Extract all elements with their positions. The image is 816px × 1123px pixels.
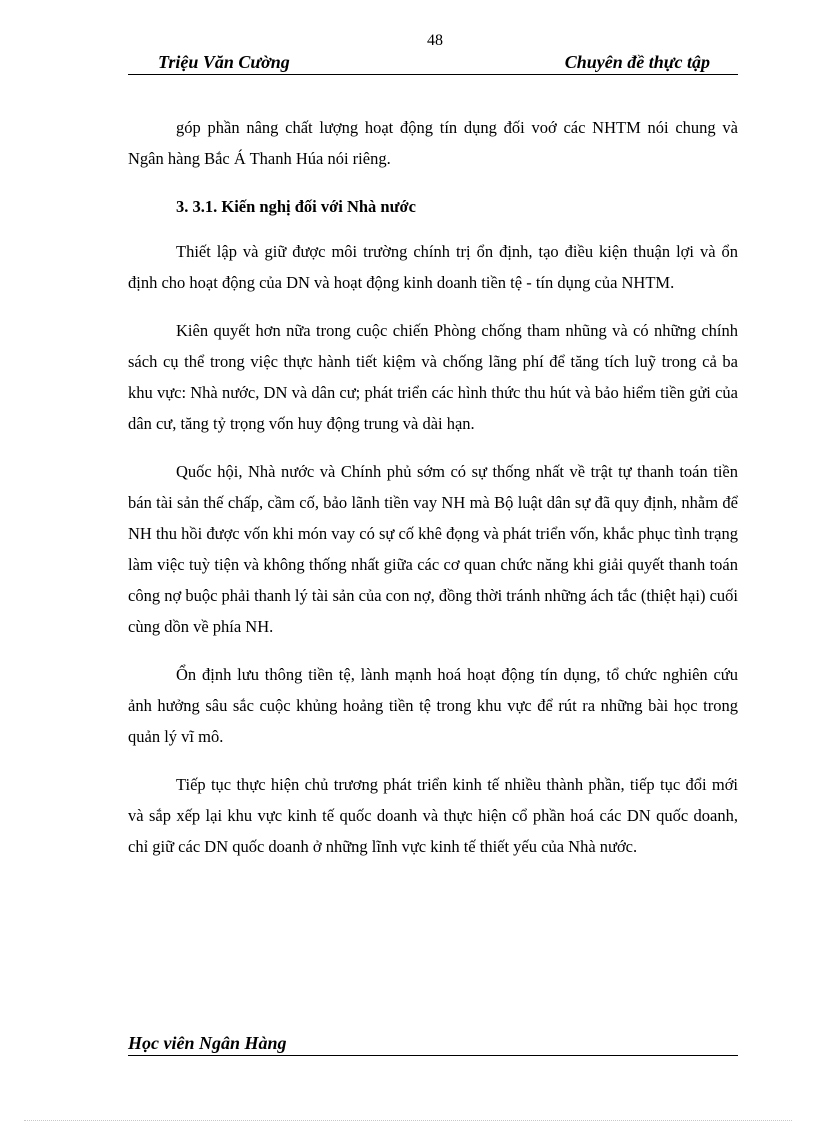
page-footer [128, 1033, 738, 1056]
paragraph: Ổn định lưu thông tiền tệ, lành mạnh hoá hoạt động tín dụng, tổ chức nghiên cứu ảnh hưởng sâu sắc cuộc khủng hoảng tiền tệ trong khu vực để rút ra những bài học trong quản lý vĩ mô. [128, 665, 738, 746]
paragraph: Tiếp tục thực hiện chủ trương phát triển kinh tế nhiều thành phần, tiếp tục đổi mới và sắp xếp lại khu vực kinh tế quốc doanh và thực hiện cổ phần hoá các DN quốc doanh, chỉ giữ các DN quốc doanh ở những lĩnh vực kinh tế thiết yếu của Nhà nước. [128, 775, 738, 856]
paragraph: Quốc hội, Nhà nước và Chính phủ sớm có sự thống nhất về trật tự thanh toán tiền bán tài sản thế chấp, cầm cố, bảo lãnh tiền vay NH mà Bộ luật dân sự đã quy định, nhằm để NH thu hồi được vốn khi món vay có sự cố khê đọng và phát triển vốn, khắc phục tình trạng làm việc tuỳ tiện và không thống nhất giữa các cơ quan chức năng khi giải quyết thanh toán công nợ buộc phải thanh lý tài sản của con nợ, đồng thời tránh những ách tắc (thiệt hại) cuối cùng dồn về phía NH. [128, 462, 738, 636]
page-bottom-border [24, 1120, 792, 1121]
footer-institution: Học viên Ngân Hàng [128, 1033, 287, 1053]
document-body [128, 112, 738, 879]
header-author: Triệu Văn Cường [158, 52, 290, 72]
continuation-paragraph: góp phần nâng chất lượng hoạt động tín dụng đối voớ các NHTM nói chung và Ngân hàng Bắc Á Thanh Húa nói riêng. [128, 118, 738, 168]
paragraph: Kiên quyết hơn nữa trong cuộc chiến Phòng chống tham nhũng và có những chính sách cụ thể trong việc thực hành tiết kiệm và chống lãng phí để tăng tích luỹ trong cả ba khu vực: Nhà nước, DN và dân cư; phát triển các hình thức thu hút và bảo hiểm tiền gửi của dân cư, tăng tỷ trọng vốn huy động trung và dài hạn. [128, 321, 738, 433]
paragraph: Thiết lập và giữ được môi trường chính trị ổn định, tạo điều kiện thuận lợi và ổn định cho hoạt động của DN và hoạt động kinh doanh tiền tệ - tín dụng của NHTM. [128, 242, 738, 292]
page-header [128, 52, 738, 75]
header-title: Chuyên đề thực tập [564, 52, 710, 72]
page-number: 48 [427, 32, 443, 49]
section-heading: 3. 3.1. Kiến nghị đối với Nhà nước [176, 197, 416, 216]
